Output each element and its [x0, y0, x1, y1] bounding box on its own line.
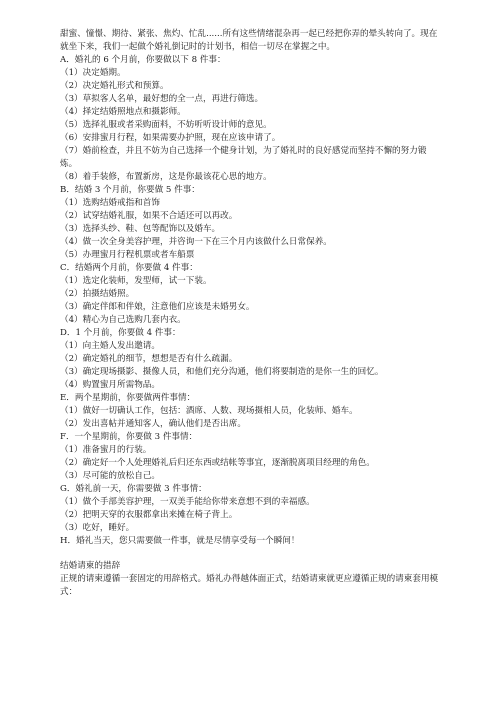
section-d [60, 327, 440, 392]
intro-paragraph: 甜蜜、憧憬、期待、紧张、焦灼、忙乱......所有这些情绪混杂再一起已经把你弄的晕头转向了。现在就坐下来，我们一起做个婚礼倒记时的计划书，相信一切尽在掌握之中。 [60, 29, 438, 52]
list-item: （1）做个手部美容护理，一双美手能给你带来意想不到的幸福感。 [60, 497, 315, 507]
list-item: （2）确定婚礼的细节，想想是否有什么疏漏。 [60, 354, 238, 364]
spacer [60, 548, 440, 560]
section-heading: A．婚礼的 6 个月前，你要做以下 8 件事： [60, 55, 226, 65]
list-item: （4）购置蜜月所需物品。 [60, 380, 160, 390]
section-heading: F．一个星期前，你要做 3 件事情： [60, 432, 198, 442]
list-item: （3）选择头纱、鞋、包等配饰以及婚车。 [60, 224, 221, 234]
checklist-sections [60, 54, 440, 548]
tips-body: 正规的请柬遵循一套固定的用辞格式。婚礼办得越体面正式，结婚请柬就更应遵循正规的请柬套用模式： [60, 574, 439, 597]
list-item: （3）确定现场摄影、摄像人员，和他们充分沟通，他们将要制造的是你一生的回忆。 [60, 367, 384, 377]
section-heading: H．婚礼当天，您只需要做一件事，就是尽情享受每一个瞬间！ [60, 536, 300, 546]
list-item: （2）把明天穿的衣服都拿出来摊在椅子背上。 [60, 510, 238, 520]
list-item: （1）决定婚期。 [60, 68, 126, 78]
list-item: （3）草拟客人名单，最好想的全一点，再进行筛选。 [60, 94, 264, 104]
list-item: （1）选定化装师，发型师，试一下装。 [60, 276, 212, 286]
tips-title: 结婚请柬的措辞 [60, 561, 121, 571]
section-b [60, 184, 440, 262]
document-page [60, 28, 440, 599]
list-item: （1）做好一切确认工作，包括：酒席、人数、现场摄相人员，化装师、婚车。 [60, 406, 358, 416]
list-item: （4）精心为自己选购几套内衣。 [60, 315, 186, 325]
list-item: （1）向主婚人发出邀请。 [60, 341, 160, 351]
list-item: （4）做一次全身美容护理，并咨询一下在三个月内该做什么日常保养。 [60, 237, 332, 247]
section-f [60, 431, 440, 483]
list-item: （5）办理蜜月行程机票或者车船票 [60, 250, 195, 260]
section-g [60, 483, 440, 535]
list-item: （5）选择礼服或者采购面料，不妨听听设计师的意见。 [60, 120, 272, 130]
list-item: （3）吃好，睡好。 [60, 523, 135, 533]
list-item: （2）决定婚礼形式和预算。 [60, 81, 169, 91]
list-item: （1）准备蜜月的行装。 [60, 445, 152, 455]
section-e [60, 392, 440, 431]
section-a [60, 54, 440, 184]
section-heading: B．结婚 3 个月前，你要做 5 件事： [60, 185, 200, 195]
section-heading: E．两个星期前，你要做两件事情： [60, 393, 196, 403]
section-heading: C．结婚两个月前，你要做 4 件事： [60, 263, 198, 273]
section-heading: G．婚礼前一天，你需要做 3 件事情： [60, 484, 207, 494]
section-c [60, 262, 440, 327]
list-item: （2）发出喜帖并通知客人，确认他们是否出席。 [60, 419, 246, 429]
list-item: （1）选购结婚戒指和首饰 [60, 198, 160, 208]
list-item: （3）尽可能的放松自己。 [60, 471, 160, 481]
list-item: （2）确定好一个人处理婚礼后归还东西或结帐等事宜，逐渐脱离项目经理的角色。 [60, 458, 375, 468]
list-item: （8）着手装修，布置新房，这是你最该花心思的地方。 [60, 172, 272, 182]
section-heading: D．1 个月前，你要做 4 件事： [60, 328, 181, 338]
list-item: （2）试穿结婚礼服，如果不合适还可以再改。 [60, 211, 238, 221]
list-item: （4）择定结婚照地点和摄影师。 [60, 107, 186, 117]
section-h [60, 535, 440, 548]
list-item: （7）婚前检查，并且不妨为自己选择一个健身计划，为了婚礼时的良好感觉而坚持不懈的努力锻炼。 [60, 146, 427, 169]
list-item: （6）安排蜜月行程，如果需要办护照，现在应该申请了。 [60, 133, 281, 143]
list-item: （3）确定伴郎和伴娘，注意他们应该是未婚男女。 [60, 302, 255, 312]
list-item: （2）拍摄结婚照。 [60, 289, 135, 299]
